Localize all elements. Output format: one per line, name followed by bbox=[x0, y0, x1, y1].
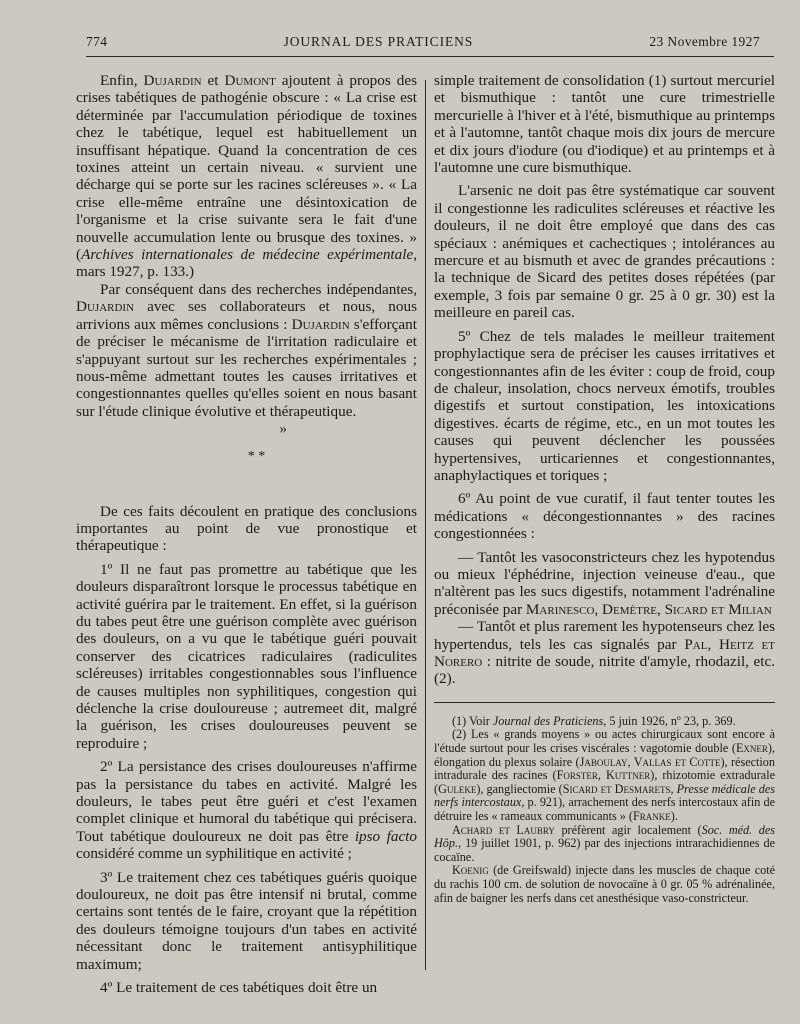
page-number: 774 bbox=[86, 34, 108, 49]
point-4-start: 4º Le traitement de ces tabétiques doit être un bbox=[100, 979, 378, 997]
footnote-1: (1) Voir Journal des Praticiens, 5 juin 1926, nº 23, p. 369. bbox=[452, 713, 736, 728]
vasoconstrictors-paragraph: — Tantôt les vasoconstricteurs chez les hypotendus ou mieux l'éphédrine, injection veineuse d'eau., que n'altèrent pas les sucs digestifs, notamment l'adrénaline préconisée par Marinesco, Demètre, Sicard et Milian bbox=[434, 548, 775, 618]
point-3: 3º Le traitement chez ces tabétiques guéris quoique douloureux, ne doit pas être intensif ni brutal, comme certains sont tentés de le faire, croyant que la répétition des douleurs témoigne toujours d'un tabes en activité nécessitant donc le traitement antisyphilitique maximum; bbox=[76, 868, 417, 973]
footnotes bbox=[434, 715, 775, 905]
hypotensors-paragraph: — Tantôt et plus rarement les hypotenseurs chez les hypertendus, tels les cas signalés par Pal, Heitz et Norero : nitrite de soude, nitrite d'amyle, rhodazil, etc. (2). bbox=[434, 618, 775, 688]
point-1: 1º Il ne faut pas promettre au tabétique que les douleurs disparaîtront lorsque le processus tabétique en activité guérira par le traitement. En effet, si la guérison du tabes peut être une guérison complète avec guérison des douleurs, on a vu que le tabétique guéri pouvait conserver des cicatrices radiculaires (radiculites scléreuses) irritables congestionnables sous l'influence de causes multiples non syphilitiques, congestion qui déclenche la crise douloureuse ; autremeet dit, malgré la guérison, les crises douloureuses peuvent se reproduire ; bbox=[76, 560, 417, 752]
left-column bbox=[76, 72, 417, 997]
paragraph-consolidation: simple traitement de consolidation (1) surtout mercuriel et bismuthique : tantôt une cure trimestrielle mercurielle à l'hiver et à l'été, bismuthique au printemps et à l'automne, tantôt chaque mois dix jours de mercure et dix jours d'iodure (ou d'iodique) et au printemps et à l'automne une cure bismuthique. bbox=[434, 72, 775, 177]
footnote-koenig: Koenig (de Greifswald) injecte dans les muscles de chaque coté du rachis 100 cm. de solution de novocaïne à 0 gr. 05 % adrénalinée, afin de baigner les nerfs dans cet anesthésique vaso-constricteur. bbox=[434, 863, 775, 905]
paragraph-par-consequent: Par conséquent dans des recherches indépendantes, Dujardin avec ses collaborateurs et nous, nous arrivions aux mêmes conclusions : Dujardin s'efforçant de préciser le mécanisme de l'irritation radiculaire et s'appuyant surtout sur les recherches expérimentales ; nous-même admettant toutes les causes irritatives et congestionnantes quelles qu'elles soient en nous basant sur l'étude clinique évolutive et thérapeutique. bbox=[76, 280, 417, 420]
right-column bbox=[434, 72, 775, 905]
journal-title: JOURNAL DES PRATICIENS bbox=[283, 34, 474, 49]
issue-date: 23 Novembre 1927 bbox=[649, 34, 760, 49]
paragraph-enfin: Enfin, Dujardin et Dumont ajoutent à propos des crises tabétiques de pathogénie obscure : « La crise est déterminée par l'accumulation périodique de toxines chez le tabétique, lequel est habituellement un insuffisant hépatique. Quand la concentration de ces toxines atteint un certain niveau. « survient une décharge qui se porte sur les racines scléreuses ». « La crise elle-même entraîne une désintoxication de l'organisme et la crise suivante sera le fait d'une nouvelle accumulation lente ou brusque des toxines. » (Archives internationales de médecine expérimentale, mars 1927, p. 133.) bbox=[76, 72, 417, 281]
running-header bbox=[86, 34, 760, 56]
paragraph-conclusions: De ces faits découlent en pratique des conclusions importantes au point de vue pronostique et thérapeutique : bbox=[76, 502, 417, 555]
column-divider bbox=[425, 80, 426, 970]
footnote-achard: Achard et Laubry préfèrent agir localement (Soc. méd. des Hôp., 19 juillet 1901, p. 962) par des injections intrarachidiennes de cocaïne. bbox=[434, 822, 775, 864]
paragraph-arsenic: L'arsenic ne doit pas être systématique car souvent il congestionne les radiculites scléreuses et réactive les douleurs, il ne doit être employé que dans des cas spéciaux : anémiques et cachectiques ; intolérances au mercure et au bismuth et avec de grandes précautions : la technique de Sicard des petites doses répétées (par exemple, 3 fois par semaine 0 gr. 25 à 0 gr. 30) est la meilleure en pareil cas. bbox=[434, 182, 775, 322]
closing-quote: » bbox=[279, 420, 287, 438]
point-5: 5º Chez de tels malades le meilleur traitement prophylactique sera de préciser les causes irritatives et congestionnantes afin de les éviter : coup de froid, coup de chaleur, insolation, chocs nerveux émotifs, troubles digestifs et surtout constipation, les intoxications digestives. écarts de régime, etc., en un mot toutes les causes qui peuvent déclencher les poussées hypertensives, urticariennes et congestionnantes, anaphylactiques et toriques ; bbox=[434, 327, 775, 484]
footnote-rule bbox=[434, 702, 775, 703]
header-rule bbox=[86, 56, 774, 57]
section-stars: * * bbox=[247, 448, 266, 464]
point-2: 2º La persistance des crises douloureuses n'affirme pas la persistance du tabes en activité. Malgré les douleurs, le tabes peut être guéri et c'est l'examen complet clinique et humoral du tabétique qui précisera. Tout tabétique douloureux ne doit pas être ipso facto considéré comme un syphilitique en activité ; bbox=[76, 758, 417, 863]
footnote-2: (2) Les « grands moyens » ou actes chirurgicaux sont encore à l'étude surtout pour les crises viscérales : vagotomie double (Exner), élongation du plexus solaire (Jaboulay, Vallas et Cotte), résection intradurale des racines (Forster, Kuttner), rhizotomie extradurale (Guleke), gangliectomie (Sicard et Desmarets, Presse médicale des nerfs intercostaux, p. 921), arrachement des nerfs intercostaux afin de détruire les « rameaux communicants » (Franke). bbox=[434, 727, 776, 823]
point-6: 6º Au point de vue curatif, il faut tenter toutes les médications « décongestionnantes » des racines congestionnées : bbox=[434, 490, 775, 543]
